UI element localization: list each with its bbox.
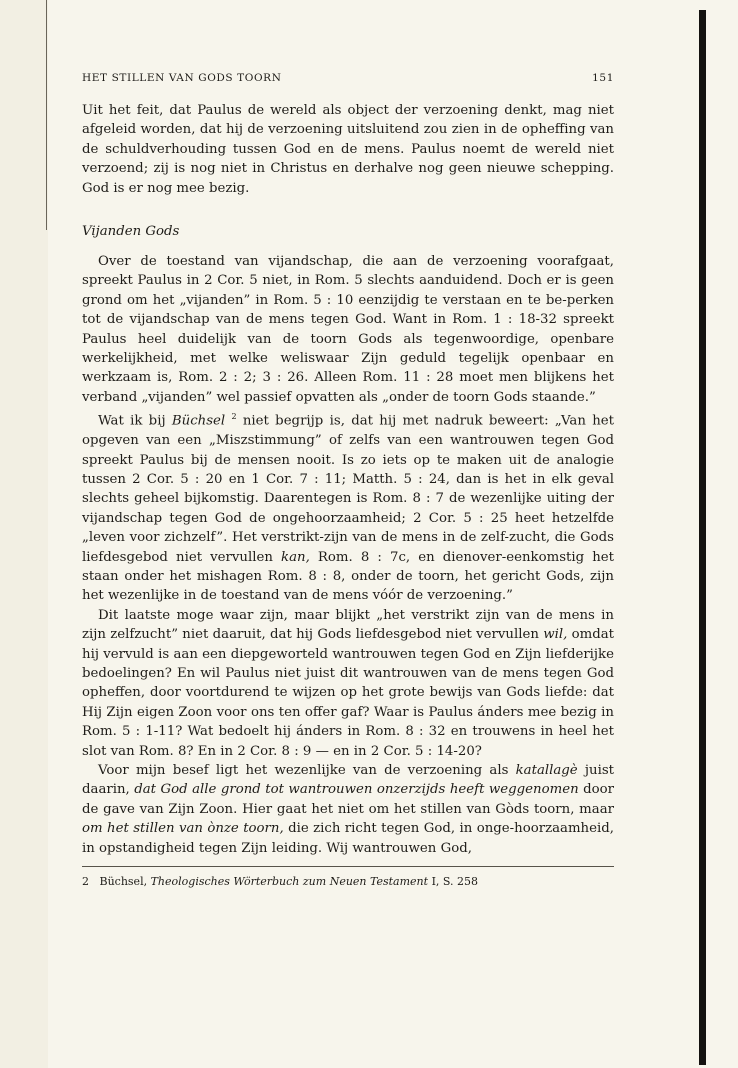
p5-text-a: Voor mijn besef ligt het wezenlijke van de verzoening als xyxy=(98,763,516,779)
p5-text-b: juist daarin, xyxy=(82,763,614,798)
author-name: Büchsel xyxy=(171,413,226,429)
scan-edge-left xyxy=(46,0,47,230)
italic-katallage: katallagè xyxy=(515,763,578,779)
footnote-author: Büchsel, xyxy=(99,875,148,889)
p5-text-d: die zich richt tegen God, in onge-hoorzaamheid, in opstandigheid tegen Zijn leiding. Wij wantrouwen God, xyxy=(82,821,614,856)
p3-text-c: Rom. 8 : 7c, en dienover-eenkomstig het staan onder het mishagen Rom. 8 : 8, onder de toorn, het gericht Gods, zijn het wezenlijke in de toestand van de mens vóór de verzoening.” xyxy=(82,549,615,604)
footnote-divider xyxy=(82,866,614,867)
paragraph-4 xyxy=(82,606,614,761)
p5-text-c: door de gave van Zijn Zoon. Hier gaat het niet om het stillen van Gòds toorn, maar xyxy=(82,782,614,817)
footnote-ref: 2 xyxy=(231,412,237,422)
page-number: 151 xyxy=(592,72,614,84)
footnote-number: 2 xyxy=(82,875,89,889)
p4-text-a: Dit laatste moge waar zijn, maar blijkt „het verstrikt zijn van de mens in zijn zelfzucht” niet daaruit, dat hij Gods liefdesgebod niet vervullen xyxy=(82,607,614,643)
paragraph-3 xyxy=(82,407,614,605)
italic-phrase-1: dat God alle grond tot wantrouwen onzerzijds heeft weggenomen xyxy=(134,782,579,798)
footnote xyxy=(82,874,614,889)
section-heading: Vijanden Gods xyxy=(82,224,180,240)
p4-text-b: omdat hij vervuld is aan een diepgeworteld wantrouwen tegen God en Zijn liefderijke bedoelingen? En wil Paulus niet juist dit wantrouwen van de mens tegen God opheffen, door voortdurend te wijzen op het grote bewijs van Gods liefde: dat Hij Zijn eigen Zoon voor ons ten offer gaf? Waar is Paulus ánders mee bezig in Rom. 5 : 1-11? Wat bedoelt hij ánders in Rom. 8 : 32 en trouwens in heel het slot van Rom. 8? En in 2 Cor. 8 : 9 — en in 2 Cor. 5 : 14-20? xyxy=(82,627,615,759)
paragraph-5 xyxy=(82,761,614,858)
footnote-ref-text: I, S. 258 xyxy=(431,875,479,889)
footnote-title: Theologisches Wörterbuch zum Neuen Testament xyxy=(150,875,429,889)
book-page xyxy=(82,72,614,889)
running-head xyxy=(82,72,614,84)
italic-wil: wil, xyxy=(543,627,568,643)
p3-text-b: niet begrijp is, dat hij met nadruk beweert: „Van het opgeven van een „Miszstimmung” of zelfs van een wantrouwen tegen God spreekt Paulus bij de mensen nooit. Is zo iets op te maken uit de analogie tussen 2 Cor. 5 : 20 en 1 Cor. 7 : 11; Matth. 5 : 24, dan is het in elk geval slechts geheel bijkomstig. Daarentegen is Rom. 8 : 7 de wezenlijke uiting der vijandschap tegen God de ongehoorzaamheid; 2 Cor. 5 : 25 heet hetzelfde „leven voor zichzelf”. Het verstrikt-zijn van de mens in de zelf-zucht, die Gods liefdesgebod niet vervullen xyxy=(82,413,614,565)
paragraph-1: Uit het feit, dat Paulus de wereld als object der verzoening denkt, mag niet afgeleid worden, dat hij de verzoening uitsluitend zou zien in de opheffing van de schuldverhouding tussen God en de mens. Paulus noemt de wereld niet verzoend; zij is nog niet in Christus en derhalve nog geen nieuwe schepping. God is er nog mee bezig. xyxy=(82,103,614,196)
running-title: HET STILLEN VAN GODS TOORN xyxy=(82,72,282,84)
scan-margin xyxy=(0,0,48,1068)
scan-edge-right xyxy=(699,10,706,1065)
italic-phrase-2: om het stillen van ònze toorn, xyxy=(82,821,284,837)
italic-kan: kan, xyxy=(281,549,310,565)
paragraph-2: Over de toestand van vijandschap, die aan de verzoening voorafgaat, spreekt Paulus in 2 Cor. 5 niet, in Rom. 5 slechts aanduidend. Doch er is geen grond om het „vijanden” in Rom. 5 : 10 eenzijdig te verstaan en te be-perken tot de vijandschap van de mens tegen God. Want in Rom. 1 : 18-32 spreekt Paulus heel duidelijk van de toorn Gods als tegenwoordige, openbare werkelijkheid, met welke weliswaar Zijn geduld tegelijk openbaar en werkzaam is, Rom. 2 : 2; 3 : 26. Alleen Rom. 11 : 28 moet men blijkens het verband „vijanden” wel passief opvatten als „onder de toorn Gods staande.” xyxy=(82,254,614,405)
p3-text-a: Wat ik bij xyxy=(98,413,172,429)
